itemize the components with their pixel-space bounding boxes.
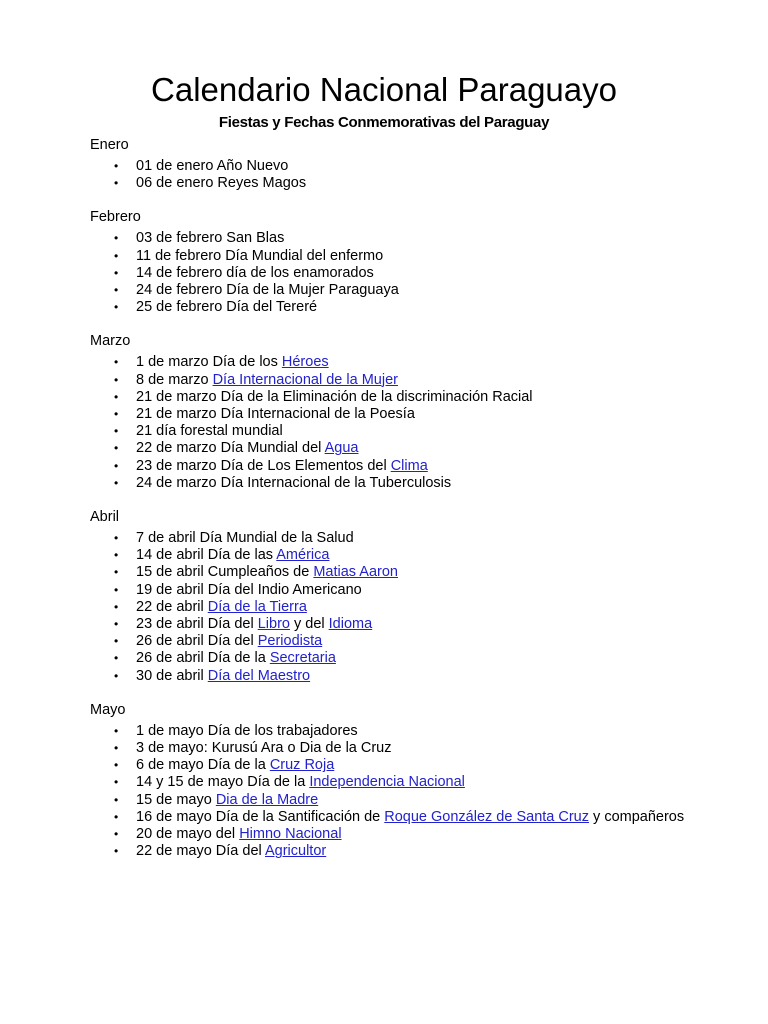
- list-item: [90, 723, 696, 740]
- month-heading: Mayo: [90, 701, 126, 718]
- item-text: 14 y 15 de mayo Día de la: [136, 774, 310, 791]
- item-link[interactable]: Dia de la Madre: [215, 791, 319, 808]
- bullet-icon: •: [114, 389, 119, 404]
- bullet-icon: •: [114, 283, 119, 298]
- item-link[interactable]: Día Internacional de la Mujer: [212, 371, 398, 388]
- list-item: [90, 774, 696, 791]
- list-item: [90, 826, 696, 843]
- item-text: 3 de mayo: Kurusú Ara o Dia de la Cruz: [136, 740, 392, 757]
- list-item: [90, 158, 696, 175]
- bullet-icon: •: [114, 475, 119, 490]
- month-section-febrero: [90, 208, 690, 316]
- item-text: 15 de abril Cumpleaños de: [136, 564, 314, 581]
- month-list: [90, 354, 690, 492]
- month-heading: Abril: [90, 509, 120, 526]
- item-text: 21 de marzo Día de la Eliminación de la discriminación Racial: [136, 388, 533, 405]
- item-text: 23 de marzo Día de Los Elementos del: [136, 457, 391, 474]
- month-section-mayo: [90, 701, 690, 861]
- item-text: 14 de febrero día de los enamorados: [136, 264, 374, 281]
- item-text: 16 de mayo Día de la Santificación de: [136, 808, 385, 825]
- document-title: Calendario Nacional Paraguayo: [151, 71, 617, 108]
- list-item: [90, 265, 696, 282]
- month-list: [90, 230, 690, 316]
- list-item: [90, 616, 696, 633]
- item-link[interactable]: Independencia Nacional: [309, 774, 465, 791]
- bullet-icon: •: [114, 424, 119, 439]
- item-link[interactable]: Himno Nacional: [239, 826, 342, 843]
- list-item: [90, 547, 696, 564]
- item-link[interactable]: Periodista: [257, 633, 323, 650]
- bullet-icon: •: [114, 531, 119, 546]
- item-link[interactable]: Matias Aaron: [313, 564, 398, 581]
- item-link[interactable]: Idioma: [328, 616, 373, 633]
- list-item: [90, 440, 696, 457]
- item-link[interactable]: Agricultor: [264, 843, 327, 860]
- calendar-content: [90, 136, 690, 877]
- bullet-icon: •: [114, 741, 119, 756]
- item-text: 22 de marzo Día Mundial del: [136, 440, 325, 457]
- list-item: [90, 792, 696, 809]
- list-item: [90, 599, 696, 616]
- list-item: [90, 530, 696, 547]
- bullet-icon: •: [114, 775, 119, 790]
- item-link[interactable]: Agua: [324, 440, 359, 457]
- list-item: [90, 668, 696, 685]
- bullet-icon: •: [114, 458, 119, 473]
- list-item: [90, 354, 696, 371]
- list-item: [90, 843, 696, 860]
- item-text: y del: [289, 616, 329, 633]
- list-item: [90, 757, 696, 774]
- item-text: 21 de marzo Día Internacional de la Poesía: [136, 406, 415, 423]
- item-link[interactable]: Día del Maestro: [207, 667, 311, 684]
- bullet-icon: •: [114, 617, 119, 632]
- bullet-icon: •: [114, 651, 119, 666]
- item-link[interactable]: Roque González de Santa Cruz: [384, 808, 590, 825]
- item-text: 22 de mayo Día del: [136, 843, 265, 860]
- month-section-marzo: [90, 332, 690, 492]
- month-heading: Marzo: [90, 333, 131, 350]
- item-link[interactable]: Héroes: [281, 354, 329, 371]
- item-text: 11 de febrero Día Mundial del enfermo: [136, 247, 384, 264]
- list-item: [90, 175, 696, 192]
- item-link[interactable]: Secretaria: [269, 650, 336, 667]
- item-link[interactable]: Clima: [390, 457, 428, 474]
- item-text: 7 de abril Día Mundial de la Salud: [136, 530, 354, 547]
- bullet-icon: •: [114, 231, 119, 246]
- bullet-icon: •: [114, 758, 119, 773]
- document-subtitle: Fiestas y Fechas Conmemorativas del Paraguay: [218, 114, 550, 131]
- item-text: 01 de enero Año Nuevo: [136, 158, 289, 174]
- item-link[interactable]: Día de la Tierra: [207, 598, 307, 615]
- item-text: 1 de mayo Día de los trabajadores: [136, 722, 358, 739]
- item-text: 03 de febrero San Blas: [136, 230, 285, 247]
- bullet-icon: •: [114, 300, 119, 315]
- item-text: 1 de marzo Día de los: [136, 354, 282, 371]
- bullet-icon: •: [114, 407, 119, 422]
- item-text: 20 de mayo del: [136, 826, 240, 843]
- list-item: [90, 650, 696, 667]
- item-text: 19 de abril Día del Indio Americano: [136, 581, 362, 598]
- item-text: 14 de abril Día de las: [136, 547, 277, 564]
- bullet-icon: •: [114, 809, 119, 824]
- month-section-abril: [90, 508, 690, 685]
- bullet-icon: •: [114, 634, 119, 649]
- month-heading: Enero: [90, 137, 129, 153]
- list-item: [90, 809, 696, 826]
- item-text: 25 de febrero Día del Tereré: [136, 299, 318, 316]
- month-section-enero: [90, 136, 690, 192]
- month-heading: Febrero: [90, 209, 141, 226]
- list-item: [90, 282, 696, 299]
- bullet-icon: •: [114, 827, 119, 842]
- bullet-icon: •: [114, 159, 119, 173]
- item-text: 8 de marzo: [136, 371, 213, 388]
- item-text: 23 de abril Día del: [136, 616, 258, 633]
- month-list: [90, 723, 690, 861]
- bullet-icon: •: [114, 565, 119, 580]
- list-item: [90, 299, 696, 316]
- bullet-icon: •: [114, 668, 119, 683]
- item-text: 26 de abril Día de la: [136, 650, 270, 667]
- item-text: 30 de abril: [136, 667, 208, 684]
- bullet-icon: •: [114, 582, 119, 597]
- list-item: [90, 248, 696, 265]
- bullet-icon: •: [114, 792, 119, 807]
- bullet-icon: •: [114, 248, 119, 263]
- list-item: [90, 458, 696, 475]
- bullet-icon: •: [114, 723, 119, 738]
- bullet-icon: •: [114, 372, 119, 387]
- list-item: [90, 389, 696, 406]
- bullet-icon: •: [114, 844, 119, 859]
- item-link[interactable]: Libro: [257, 616, 290, 633]
- list-item: [90, 633, 696, 650]
- item-link[interactable]: Cruz Roja: [269, 757, 335, 774]
- bullet-icon: •: [114, 176, 119, 191]
- bullet-icon: •: [114, 548, 119, 563]
- list-item: [90, 406, 696, 423]
- item-text: 24 de marzo Día Internacional de la Tuberculosis: [136, 474, 452, 491]
- list-item: [90, 740, 696, 757]
- item-link[interactable]: América: [276, 547, 330, 564]
- item-text: 26 de abril Día del: [136, 633, 258, 650]
- list-item: [90, 372, 696, 389]
- month-list: [90, 530, 690, 685]
- list-item: [90, 475, 696, 492]
- bullet-icon: •: [114, 599, 119, 614]
- bullet-icon: •: [114, 441, 119, 456]
- list-item: [90, 423, 696, 440]
- list-item: [90, 582, 696, 599]
- item-text: y compañeros: [589, 808, 685, 825]
- item-text: 21 día forestal mundial: [136, 423, 283, 440]
- item-text: 6 de mayo Día de la: [136, 757, 270, 774]
- item-text: 22 de abril: [136, 598, 208, 615]
- bullet-icon: •: [114, 355, 119, 370]
- month-list: [90, 158, 690, 192]
- item-text: 24 de febrero Día de la Mujer Paraguaya: [136, 282, 399, 299]
- list-item: [90, 564, 696, 581]
- bullet-icon: •: [114, 265, 119, 280]
- item-text: 15 de mayo: [136, 791, 216, 808]
- list-item: [90, 230, 696, 247]
- item-text: 06 de enero Reyes Magos: [136, 175, 307, 192]
